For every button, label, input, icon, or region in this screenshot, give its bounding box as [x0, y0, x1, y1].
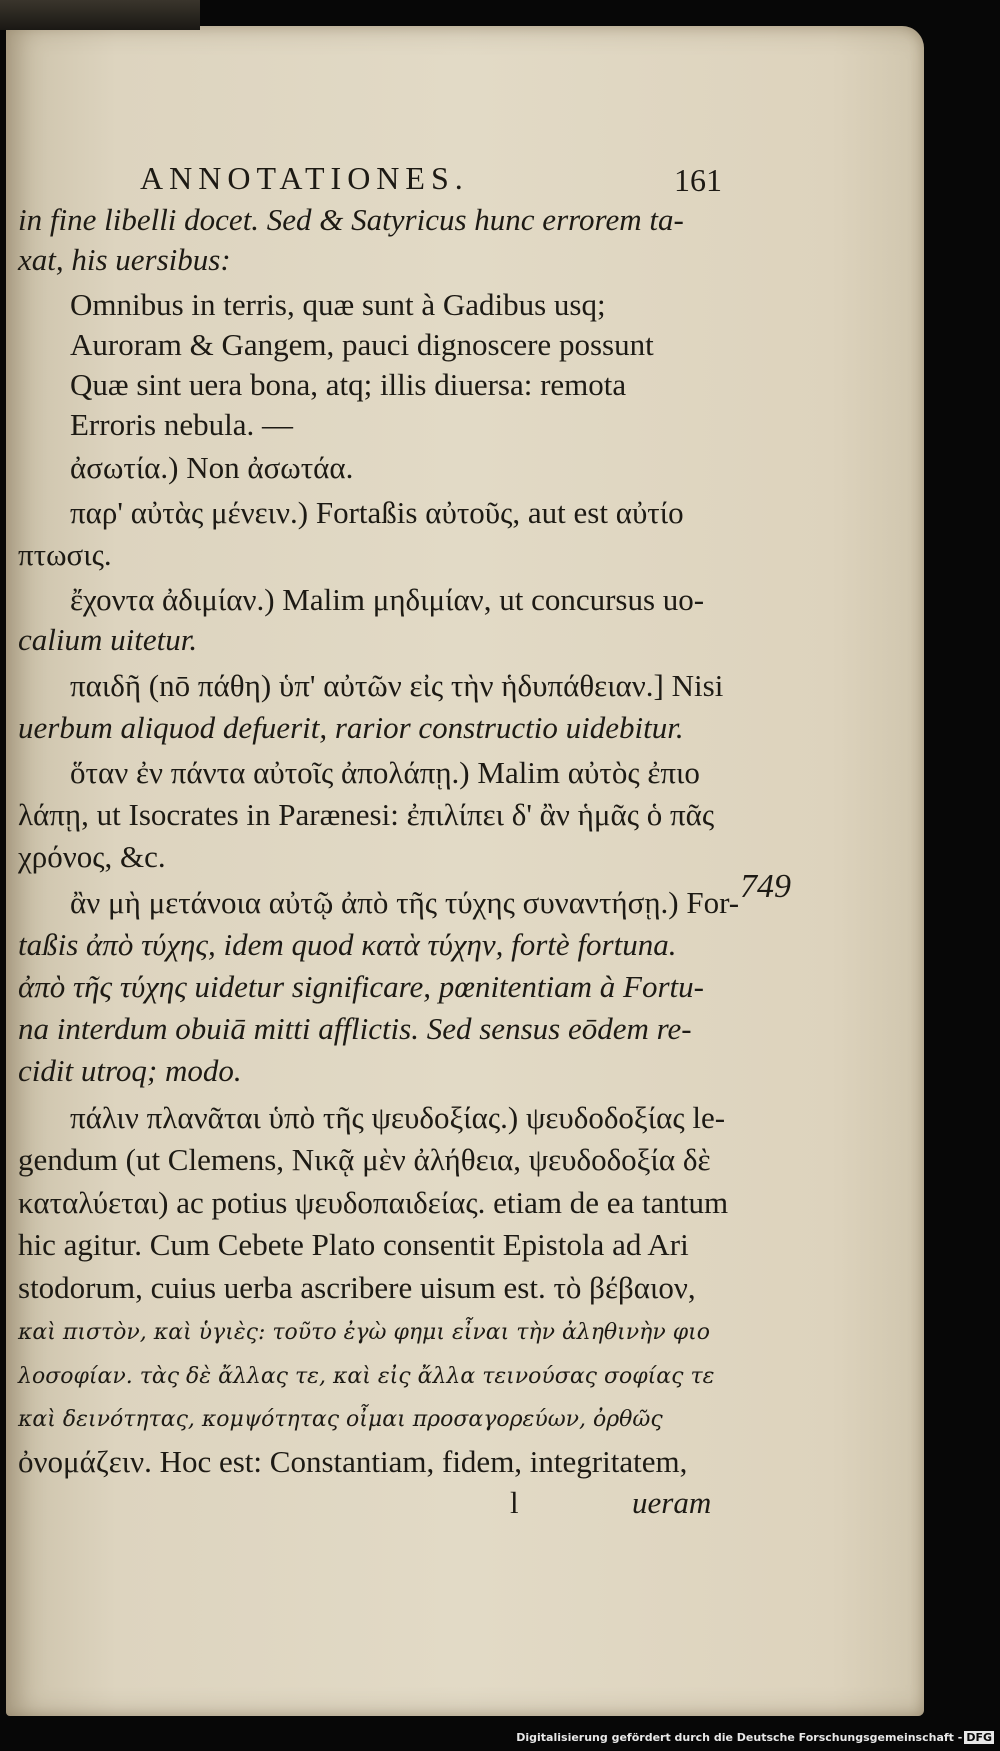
lemma-line: ἀσωτία.) Non ἀσωτάα. [70, 450, 354, 485]
greek-line: καὶ πιστὸν, καὶ ὑγιὲς: τοῦτο ἐγὼ φημι εἶναι τὴν ἀληθινὴν φιο [18, 1320, 711, 1345]
lemma-line: πάλιν πλανᾶται ὑπὸ τῆς ψευδοξίας.) ψευδοδοξίας le- [70, 1100, 726, 1135]
running-title: ANNOTATIONES. [140, 160, 469, 196]
lemma-line: παρ' αὐτὰς μένειν.) Fortaßis αὐτοῦς, aut est αὐτίο [70, 495, 684, 530]
text-line: xat, his uersibus: [18, 242, 231, 277]
text-line: λάπῃ, ut Isocrates in Parænesi: ἐπιλίπει δ' ἂν ἡμᾶς ὁ πᾶς [18, 797, 715, 832]
lemma-line: παιδῆ (nō πάθη) ὑπ' αὐτῶν εἰς τὴν ἡδυπάθειαν.] Nisi [70, 668, 724, 703]
margin-note: 749 [740, 868, 791, 905]
signature-mark: l [510, 1485, 519, 1520]
text-line: gendum (ut Clemens, Νικᾷ μὲν ἀλήθεια, ψευδοδοξία δὲ [18, 1142, 711, 1177]
greek-line: λοσοφίαν. τὰς δὲ ἄλλας τε, καὶ εἰς ἄλλα τεινούσας σοφίας τε [18, 1364, 715, 1389]
verse-line: Auroram & Gangem, pauci dignoscere possunt [70, 327, 654, 362]
text-line: in fine libelli docet. Sed & Satyricus hunc errorem ta- [18, 202, 684, 237]
text-line: taßis ἀπὸ τύχης, idem quod κατὰ τύχην, fortè fortuna. [18, 927, 677, 962]
text-line: stodorum, cuius uerba ascribere uisum est. τὸ βέβαιον, [18, 1270, 696, 1305]
text-line: καταλύεται) ac potius ψευδοπαιδείας. etiam de ea tantum [18, 1185, 729, 1220]
text-line: hic agitur. Cum Cebete Plato consentit Epistola ad Ari [18, 1227, 689, 1262]
lemma-line: ἂν μὴ μετάνοια αὐτῷ ἀπὸ τῆς τύχης συναντήσῃ.) For- [70, 885, 740, 920]
text-line: ὀνομάζειν. Hoc est: Constantiam, fidem, integritatem, [18, 1444, 688, 1479]
dfg-logo: DFG [966, 1731, 992, 1744]
page-number: 161 [674, 162, 722, 198]
lemma-line: ὅταν ἐν πάντα αὐτοῖς ἀπολάπῃ.) Malim αὐτὸς ἐπιο [70, 755, 700, 790]
page-edge-shadow [0, 0, 200, 30]
verse-line: Erroris nebula. — [70, 407, 293, 442]
text-line: cidit utroq; modo. [18, 1053, 242, 1088]
verse-line: Omnibus in terris, quæ sunt à Gadibus usq; [70, 287, 606, 322]
text-line: χρόνος, &c. [18, 839, 166, 874]
text-line: calium uitetur. [18, 622, 198, 657]
catchword: ueram [632, 1485, 712, 1520]
footer-text: Digitalisierung gefördert durch die Deutsche Forschungsgemeinschaft - [516, 1731, 963, 1744]
footer-credit [516, 1731, 994, 1744]
lemma-line: ἔχοντα ἀδιμίαν.) Malim μηδιμίαν, ut concursus uo- [70, 582, 705, 617]
text-line: uerbum aliquod defuerit, rarior constructio uidebitur. [18, 710, 684, 745]
text-line: ἀπὸ τῆς τύχης uidetur significare, pœnitentiam à Fortu- [18, 969, 704, 1004]
text-line: na interdum obuiā mitti afflictis. Sed sensus eōdem re- [18, 1011, 692, 1046]
text-line: πτωσις. [18, 537, 112, 572]
greek-line: καὶ δεινότητας, κομψότητας οἶμαι προσαγορεύων, ὀρθῶς [18, 1407, 663, 1432]
verse-line: Quæ sint uera bona, atq; illis diuersa: remota [70, 367, 627, 402]
